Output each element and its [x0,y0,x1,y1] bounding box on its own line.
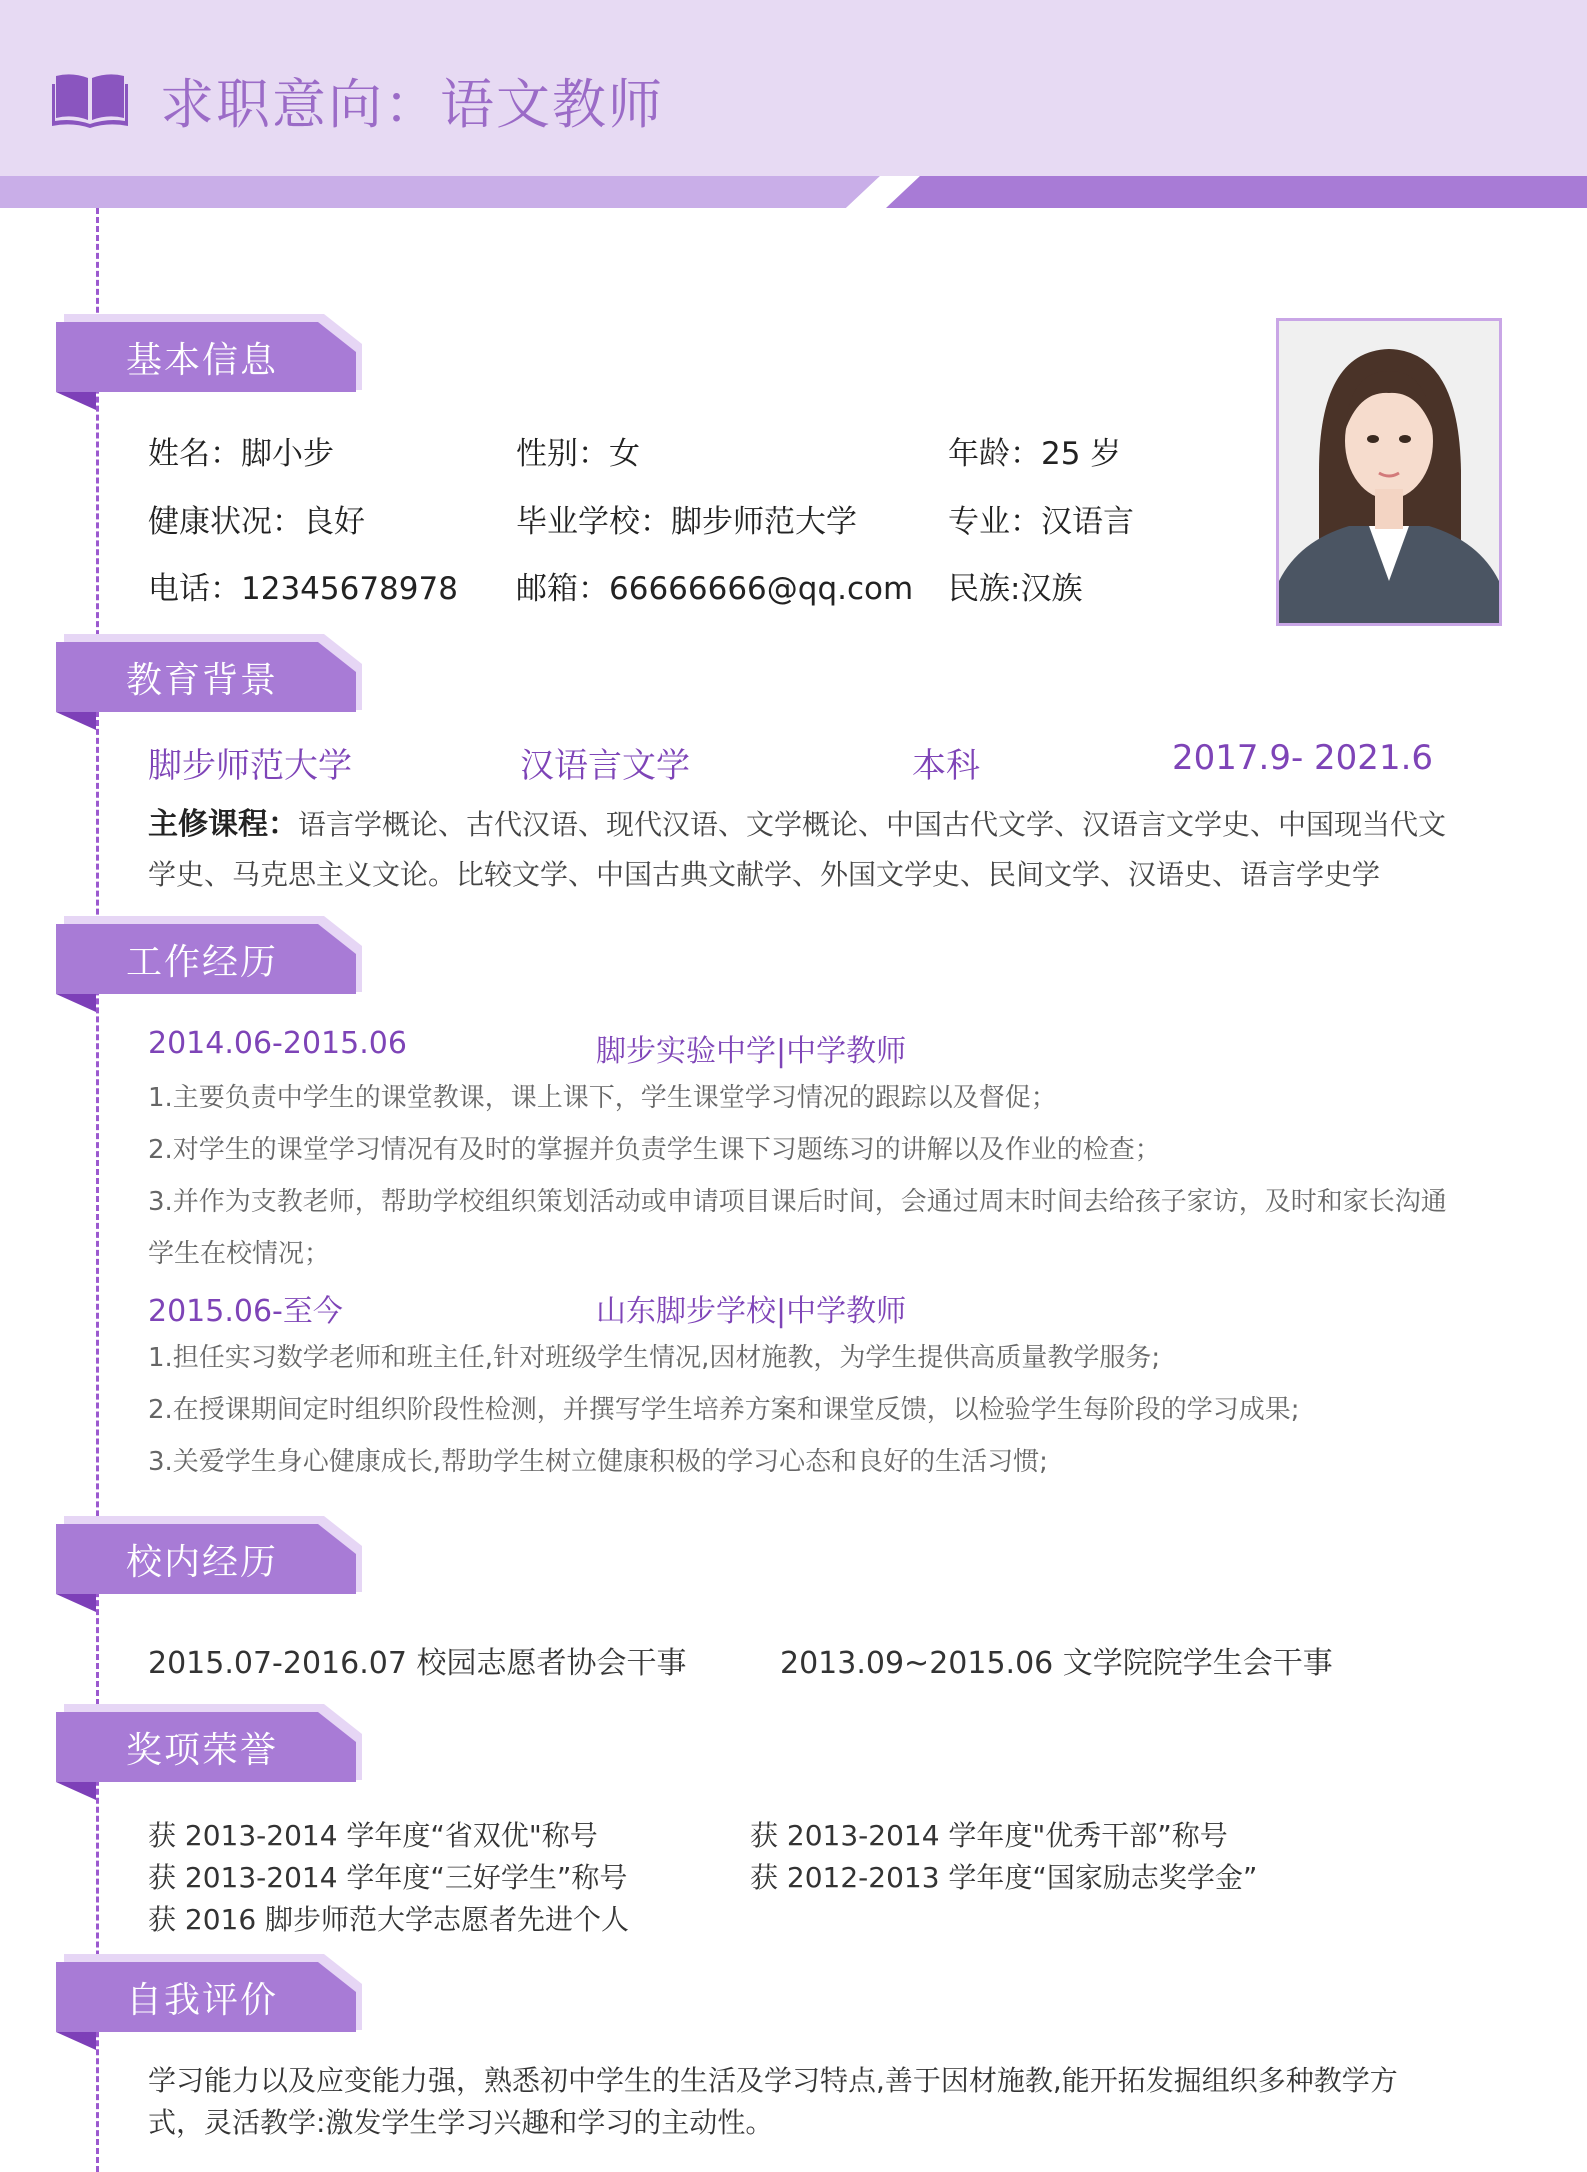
award-item: 获 2016 脚步师范大学志愿者先进个人 [148,1903,630,1936]
section-header-basic [56,314,362,414]
page-title: 求职意向：语文教师 [160,73,664,136]
duty-item: 2.对学生的课堂学习情况有及时的掌握并负责学生课下习题练习的讲解以及作业的检查； [148,1135,1161,1165]
section-title-work: 工作经历 [126,942,279,983]
duty-item: 3.并作为支教老师，帮助学校组织策划活动或申请项目课后时间，会通过周末时间去给孩子家访，及时和家长沟通学生在校情况； [148,1187,1447,1269]
section-title-basic: 基本信息 [126,340,279,381]
section-title-self: 自我评价 [126,1980,279,2021]
book-icon [52,70,128,128]
info-health: 健康状况：良好 [148,504,365,540]
award-item: 获 2013-2014 学年度"优秀干部”称号 [750,1819,1228,1852]
self-evaluation: 学习能力以及应变能力强，熟悉初中学生的生活及学习特点,善于因材施教,能开拓发掘组织多种教学方式，灵活教学:激发学生学习兴趣和学习的主动性。 [148,2064,1398,2139]
section-header-work [56,916,362,1016]
info-email: 邮箱：66666666@qq.com [516,571,914,607]
edu-degree: 本科 [912,746,980,786]
section-header-awards [56,1704,362,1804]
edu-school: 脚步师范大学 [148,746,352,786]
job-duties [148,1332,1448,1488]
job-org: 山东脚步学校|中学教师 [596,1294,907,1329]
section-header-self [56,1954,362,2054]
profile-photo [1276,318,1502,626]
info-school: 毕业学校：脚步师范大学 [516,504,857,540]
info-age: 年龄：25 岁 [948,436,1122,472]
timeline-line [96,208,99,2172]
award-item: 获 2012-2013 学年度“国家励志奖学金” [750,1861,1258,1894]
section-title-awards: 奖项荣誉 [126,1730,279,1771]
campus-item: 2013.09~2015.06 文学院院学生会干事 [780,1646,1333,1681]
section-header-education [56,634,362,734]
info-major: 专业：汉语言 [948,504,1134,540]
campus-item: 2015.07-2016.07 校园志愿者协会干事 [148,1646,687,1681]
job-period: 2015.06-至今 [148,1294,343,1329]
edu-major: 汉语言文学 [520,746,690,786]
info-gender: 性别：女 [516,436,640,472]
job-duties [148,1072,1448,1280]
job-period: 2014.06-2015.06 [148,1026,407,1061]
duty-item: 1.担任实习数学老师和班主任,针对班级学生情况,因材施教，为学生提供高质量教学服务; [148,1343,1161,1373]
duty-item: 1.主要负责中学生的课堂教课，课上课下，学生课堂学习情况的跟踪以及督促； [148,1083,1057,1113]
award-item: 获 2013-2014 学年度“省双优"称号 [148,1819,598,1852]
duty-item: 2.在授课期间定时组织阶段性检测，并撰写学生培养方案和课堂反馈，以检验学生每阶段的学习成果; [148,1395,1300,1425]
edu-period: 2017.9- 2021.6 [1172,738,1434,778]
info-phone: 电话：12345678978 [148,571,458,607]
section-title-campus: 校内经历 [126,1542,279,1583]
info-name: 姓名：脚小步 [148,436,334,472]
info-ethnicity: 民族:汉族 [948,571,1083,607]
duty-item: 3.关爱学生身心健康成长,帮助学生树立健康积极的学习心态和良好的生活习惯; [148,1447,1048,1477]
section-title-education: 教育背景 [126,660,279,701]
courses-label: 主修课程： [148,807,298,842]
job-org: 脚步实验中学|中学教师 [596,1034,907,1069]
award-item: 获 2013-2014 学年度“三好学生”称号 [148,1861,628,1894]
courses-text: 语言学概论、古代汉语、现代汉语、文学概论、中国古代文学、汉语言文学史、中国现当代文学史、马克思主义文论。比较文学、中国古典文献学、外国文学史、民间文学、汉语史、语言学史学 [148,808,1447,891]
header-stripe [0,176,1587,208]
edu-courses [148,800,1448,900]
section-header-campus [56,1516,362,1616]
